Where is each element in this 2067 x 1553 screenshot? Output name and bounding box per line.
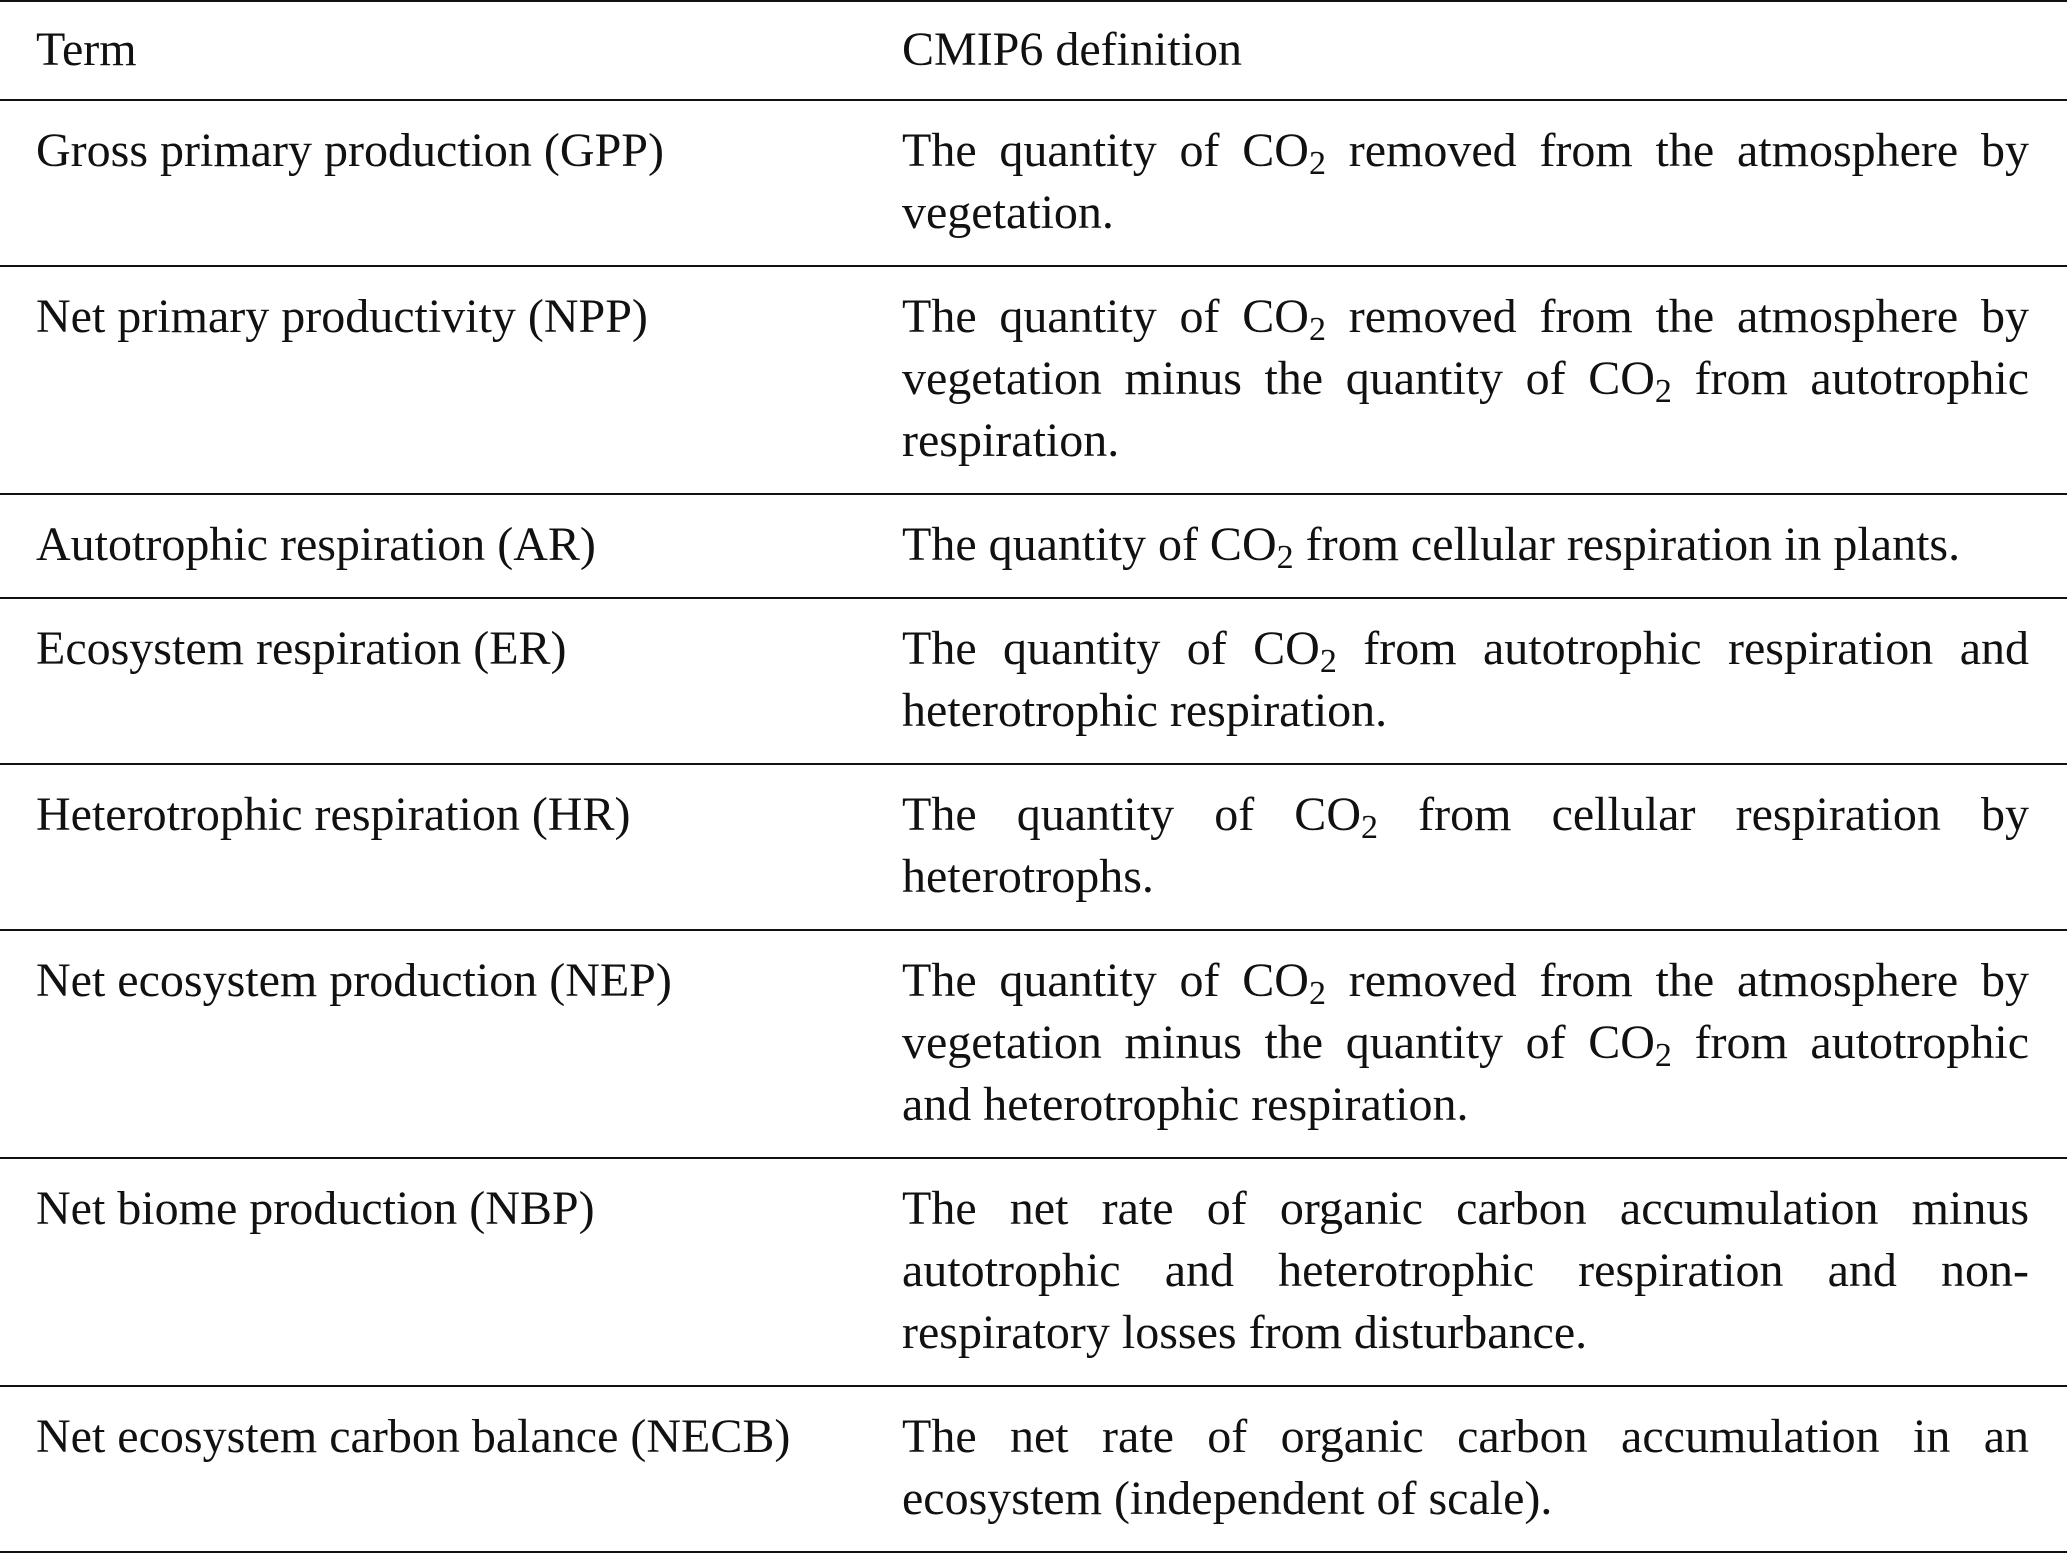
term-cell: Ecosystem respiration (ER): [36, 622, 567, 675]
term-cell: Net ecosystem carbon balance (NECB): [36, 1410, 791, 1463]
term-cell: Net ecosystem production (NEP): [36, 954, 672, 1007]
table-row: [0, 1386, 2067, 1552]
term-cell: Heterotrophic respiration (HR): [36, 788, 631, 841]
table-row: [0, 930, 2067, 1158]
table-row: [0, 1158, 2067, 1386]
term-cell: Gross primary production (GPP): [36, 124, 664, 177]
table-row: [0, 764, 2067, 930]
definition-cell: The quantity of $CO_2$ from cellular respiration by heterotrophs.: [902, 788, 2029, 903]
definition-cell: The net rate of organic carbon accumulation in an ecosystem (independent of scale).: [902, 1410, 2029, 1525]
term-cell: Autotrophic respiration (AR): [36, 518, 596, 571]
definition-cell: The quantity of $CO_2$ removed from the atmosphere by vegetation minus the quantity of $CO_2$ from autotrophic respiration.: [902, 290, 2030, 467]
table-row: [0, 266, 2067, 494]
definition-cell: The quantity of $CO_2$ from cellular respiration in plants.: [902, 518, 1961, 576]
header-row: [0, 1, 2067, 100]
definition-cell: The quantity of $CO_2$ removed from the atmosphere by vegetation.: [902, 124, 2029, 239]
definition-cell: The quantity of $CO_2$ removed from the atmosphere by vegetation minus the quantity of $CO_2$ from autotrophic and heterotrophic respiration.: [902, 954, 2030, 1131]
header-definition: CMIP6 definition: [900, 1, 2067, 100]
header-term: Term: [0, 1, 900, 100]
definition-cell: The net rate of organic carbon accumulation minus autotrophic and heterotrophic respiration and non-respiratory losses from disturbance.: [902, 1182, 2029, 1359]
table-row: [0, 598, 2067, 764]
table-row: [0, 100, 2067, 266]
table-header: [0, 1, 2067, 100]
definition-cell: The quantity of $CO_2$ from autotrophic respiration and heterotrophic respiration.: [902, 622, 2029, 737]
term-cell: Net primary productivity (NPP): [36, 290, 648, 343]
term-cell: Net biome production (NBP): [36, 1182, 595, 1235]
table-body: [0, 100, 2067, 1552]
table-row: [0, 494, 2067, 598]
